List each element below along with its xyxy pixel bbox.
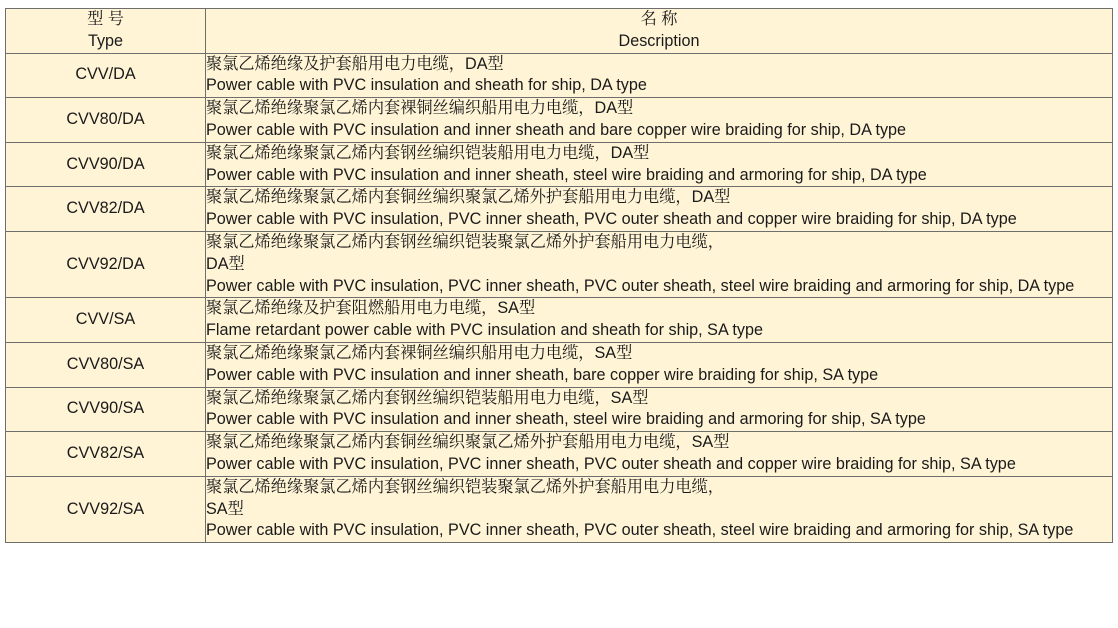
table-header bbox=[6, 9, 1113, 54]
type-cell: CVV82/DA bbox=[6, 187, 206, 232]
description-en: Power cable with PVC insulation and inner sheath, steel wire braiding and armoring for ship, SA type bbox=[206, 410, 926, 429]
description-en: Power cable with PVC insulation and inner sheath, steel wire braiding and armoring for ship, DA type bbox=[206, 165, 927, 184]
type-cell: CVV/DA bbox=[6, 53, 206, 98]
description-en: Power cable with PVC insulation and inner sheath, bare copper wire braiding for ship, SA type bbox=[206, 365, 879, 384]
table-body bbox=[6, 53, 1113, 543]
description-cell bbox=[206, 231, 1113, 297]
description-zh: 聚氯乙烯绝缘及护套阻燃船用电力电缆，SA型 bbox=[206, 299, 536, 318]
table-row bbox=[6, 231, 1113, 297]
description-en: Power cable with PVC insulation, PVC inner sheath, PVC outer sheath and copper wire braiding for ship, SA type bbox=[206, 454, 1016, 473]
description-zh-suffix: DA型 bbox=[206, 254, 245, 273]
description-zh: 聚氯乙烯绝缘聚氯乙烯内套裸铜丝编织船用电力电缆，DA型 bbox=[206, 99, 634, 118]
type-cell: CVV82/SA bbox=[6, 432, 206, 477]
description-en: Flame retardant power cable with PVC insulation and sheath for ship, SA type bbox=[206, 321, 763, 340]
description-cell bbox=[206, 387, 1113, 432]
description-header-en: Description bbox=[618, 31, 700, 50]
description-zh: 聚氯乙烯绝缘聚氯乙烯内套铜丝编织聚氯乙烯外护套船用电力电缆，SA型 bbox=[206, 433, 730, 452]
description-zh: 聚氯乙烯绝缘聚氯乙烯内套铜丝编织聚氯乙烯外护套船用电力电缆，DA型 bbox=[206, 188, 731, 207]
description-en: Power cable with PVC insulation and inner sheath and bare copper wire braiding for ship, DA type bbox=[206, 120, 907, 139]
description-cell bbox=[206, 142, 1113, 187]
type-cell: CVV80/DA bbox=[6, 98, 206, 143]
table-row bbox=[6, 142, 1113, 187]
description-zh: 聚氯乙烯绝缘及护套船用电力电缆，DA型 bbox=[206, 54, 504, 73]
type-header-en: Type bbox=[87, 31, 124, 50]
description-cell bbox=[206, 298, 1113, 343]
table-row bbox=[6, 53, 1113, 98]
description-zh: 聚氯乙烯绝缘聚氯乙烯内套裸铜丝编织船用电力电缆，SA型 bbox=[206, 343, 633, 362]
type-cell: CVV90/SA bbox=[6, 387, 206, 432]
type-header-zh: 型 号 bbox=[87, 10, 124, 28]
table-row bbox=[6, 298, 1113, 343]
description-zh: 聚氯乙烯绝缘聚氯乙烯内套钢丝编织铠装聚氯乙烯外护套船用电力电缆， bbox=[206, 232, 724, 251]
description-en: Power cable with PVC insulation, PVC inner sheath, PVC outer sheath and copper wire braiding for ship, DA type bbox=[206, 210, 1017, 229]
description-zh: 聚氯乙烯绝缘聚氯乙烯内套钢丝编织铠装船用电力电缆，DA型 bbox=[206, 143, 650, 162]
description-cell bbox=[206, 53, 1113, 98]
description-cell bbox=[206, 432, 1113, 477]
table-row bbox=[6, 187, 1113, 232]
table-row bbox=[6, 387, 1113, 432]
type-cell: CVV92/SA bbox=[6, 476, 206, 542]
type-cell: CVV/SA bbox=[6, 298, 206, 343]
table-row bbox=[6, 342, 1113, 387]
description-cell bbox=[206, 187, 1113, 232]
description-zh: 聚氯乙烯绝缘聚氯乙烯内套钢丝编织铠装船用电力电缆，SA型 bbox=[206, 388, 649, 407]
description-zh: 聚氯乙烯绝缘聚氯乙烯内套钢丝编织铠装聚氯乙烯外护套船用电力电缆， bbox=[206, 477, 724, 496]
description-cell bbox=[206, 476, 1113, 542]
description-cell bbox=[206, 342, 1113, 387]
type-cell: CVV90/DA bbox=[6, 142, 206, 187]
type-cell: CVV92/DA bbox=[6, 231, 206, 297]
description-cell bbox=[206, 98, 1113, 143]
header-row bbox=[6, 9, 1113, 54]
cable-type-table bbox=[5, 8, 1113, 543]
type-column-header bbox=[6, 9, 206, 54]
type-cell: CVV80/SA bbox=[6, 342, 206, 387]
description-en: Power cable with PVC insulation, PVC inner sheath, PVC outer sheath, steel wire braiding and armoring for ship, SA type bbox=[206, 521, 1074, 540]
table-row bbox=[6, 432, 1113, 477]
description-en: Power cable with PVC insulation and sheath for ship, DA type bbox=[206, 76, 647, 95]
description-zh-suffix: SA型 bbox=[206, 499, 244, 518]
description-header-zh: 名 称 bbox=[640, 10, 678, 28]
description-column-header bbox=[206, 9, 1113, 54]
description-en: Power cable with PVC insulation, PVC inner sheath, PVC outer sheath, steel wire braiding and armoring for ship, DA type bbox=[206, 276, 1075, 295]
table-row bbox=[6, 476, 1113, 542]
table-row bbox=[6, 98, 1113, 143]
